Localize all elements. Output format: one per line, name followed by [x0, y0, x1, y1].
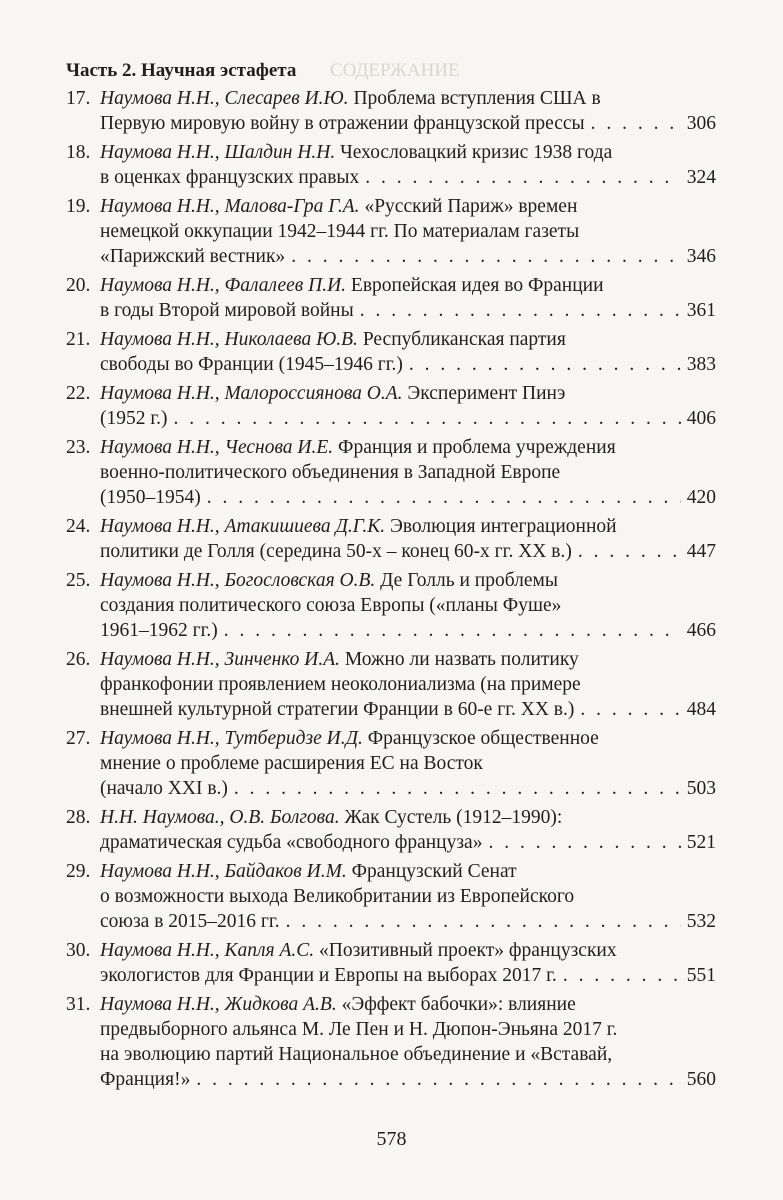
dot-leader: [174, 406, 681, 431]
entry-title-end: «Парижский вестник»: [100, 246, 286, 267]
toc-entry: [66, 381, 716, 431]
dot-leader: [580, 697, 680, 722]
entry-page-number: 521: [686, 832, 716, 853]
toc-entry-first-line: [66, 726, 716, 751]
entry-authors: Наумова Н.Н., Жидкова А.В.: [100, 994, 337, 1015]
dot-leader: [196, 1067, 680, 1092]
entry-title-last-line: [66, 244, 716, 269]
toc-entry-first-line: [66, 86, 716, 111]
dot-leader: [286, 909, 681, 934]
entry-page-number: 346: [686, 246, 716, 267]
toc-entry-first-line: [66, 805, 716, 830]
entry-title-last-line: [66, 909, 716, 934]
entry-title-start: Эксперимент Пинэ: [407, 383, 566, 404]
entry-title-end: экологистов для Франции и Европы на выборах 2017 г.: [100, 965, 557, 986]
toc-entry: [66, 647, 716, 722]
entry-page-number: 324: [686, 167, 716, 188]
entry-title-last-line: [66, 963, 716, 988]
entry-authors: Наумова Н.Н., Чеснова И.Е.: [100, 437, 334, 458]
entry-title-continuation: предвыборного альянса М. Ле Пен и Н. Дюпон-Эньяна 2017 г.: [100, 1019, 618, 1040]
entry-title-start: Франция и проблема учреждения: [338, 437, 616, 458]
entry-page-number: 420: [686, 487, 716, 508]
entry-authors: Наумова Н.Н., Богословская О.В.: [100, 570, 376, 591]
entry-number: 20.: [66, 275, 91, 296]
toc-entry-first-line: [66, 327, 716, 352]
entry-title-start: Жак Сустель (1912–1990):: [344, 807, 563, 828]
entry-number: 22.: [66, 383, 91, 404]
entry-title-last-line: [66, 697, 716, 722]
toc-entry-first-line: [66, 568, 716, 593]
entry-title-end: (1952 г.): [100, 408, 168, 429]
entry-title-end: драматическая судьба «свободного француза»: [100, 832, 483, 853]
dot-leader: [224, 618, 681, 643]
entry-page-number: 406: [686, 408, 716, 429]
toc-entry: [66, 859, 716, 934]
entry-title-start: Можно ли назвать политику: [344, 649, 579, 670]
entry-number: 26.: [66, 649, 91, 670]
toc-entry: [66, 568, 716, 643]
entry-title-end: союза в 2015–2016 гг.: [100, 911, 280, 932]
entry-title-continuation: немецкой оккупации 1942–1944 гг. По материалам газеты: [100, 221, 580, 242]
dot-leader: [360, 298, 681, 323]
entry-authors: Наумова Н.Н., Николаева Ю.В.: [100, 329, 358, 350]
entry-title-end: свободы во Франции (1945–1946 гг.): [100, 354, 403, 375]
toc-entry: [66, 514, 716, 564]
toc-entry-first-line: [66, 381, 716, 406]
entry-title-continuation: мнение о проблеме расширения ЕС на Восток: [100, 753, 483, 774]
entry-authors: Наумова Н.Н., Фалалеев П.И.: [100, 275, 347, 296]
entry-number: 29.: [66, 861, 91, 882]
entry-title-end: Первую мировую войну в отражении французской прессы: [100, 113, 585, 134]
entry-page-number: 532: [686, 911, 716, 932]
entry-title-last-line: [66, 111, 716, 136]
entry-authors: Наумова Н.Н., Капля А.С.: [100, 940, 315, 961]
entry-number: 18.: [66, 142, 91, 163]
entry-number: 31.: [66, 994, 91, 1015]
entry-title-last-line: [66, 298, 716, 323]
entry-number: 24.: [66, 516, 91, 537]
dot-leader: [578, 539, 681, 564]
dot-leader: [207, 485, 681, 510]
toc-entry: [66, 805, 716, 855]
entry-title-start: Чехословацкий кризис 1938 года: [340, 142, 613, 163]
toc-entry-first-line: [66, 140, 716, 165]
entry-title-last-line: [66, 776, 716, 801]
toc-entry-first-line: [66, 435, 716, 460]
entry-number: 17.: [66, 88, 91, 109]
dot-leader: [291, 244, 681, 269]
entry-title-last-line: [66, 485, 716, 510]
entry-title-end: политики де Голля (середина 50-х – конец 60-х гг. XX в.): [100, 541, 572, 562]
dot-leader: [591, 111, 681, 136]
toc-entry-first-line: [66, 273, 716, 298]
entry-number: 28.: [66, 807, 91, 828]
entry-title-last-line: [66, 539, 716, 564]
entry-title-end: в оценках французских правых: [100, 167, 360, 188]
entry-title-start: Де Голль и проблемы: [380, 570, 558, 591]
dot-leader: [234, 776, 681, 801]
entry-title-continuation: о возможности выхода Великобритании из Европейского: [100, 886, 575, 907]
entry-title-end: (1950–1954): [100, 487, 201, 508]
entry-page-number: 484: [686, 699, 716, 720]
entry-title-start: Эволюция интеграционной: [389, 516, 617, 537]
page-number: 578: [376, 1128, 407, 1150]
toc-entry: [66, 992, 716, 1092]
toc-entry-first-line: [66, 194, 716, 219]
entry-authors: Наумова Н.Н., Слесарев И.Ю.: [100, 88, 349, 109]
part-title: Часть 2. Научная эстафета: [66, 60, 297, 81]
entry-title-last-line: [66, 1067, 716, 1092]
entry-authors: Наумова Н.Н., Атакишиева Д.Г.К.: [100, 516, 386, 537]
entry-title-continuation: создания политического союза Европы («планы Фуше»: [100, 595, 562, 616]
entry-number: 25.: [66, 570, 91, 591]
toc-entry-first-line: [66, 859, 716, 884]
entry-number: 30.: [66, 940, 91, 961]
entry-page-number: 560: [686, 1069, 716, 1090]
show-through-heading: СОДЕРЖАНИЕ: [330, 60, 460, 81]
dot-leader: [563, 963, 681, 988]
toc-entries: [66, 86, 716, 1092]
dot-leader: [409, 352, 681, 377]
entry-title-start: Французское общественное: [367, 728, 599, 749]
toc-entry: [66, 938, 716, 988]
toc-entry: [66, 327, 716, 377]
entry-title-end: (начало XXI в.): [100, 778, 228, 799]
entry-authors: Наумова Н.Н., Шалдин Н.Н.: [100, 142, 336, 163]
dot-leader: [488, 830, 680, 855]
entry-page-number: 361: [686, 300, 716, 321]
entry-page-number: 551: [686, 965, 716, 986]
toc-entry: [66, 726, 716, 801]
entry-title-last-line: [66, 830, 716, 855]
toc-entry-first-line: [66, 938, 716, 963]
entry-title-last-line: [66, 352, 716, 377]
entry-page-number: 503: [686, 778, 716, 799]
entry-title-end: Франция!»: [100, 1069, 191, 1090]
entry-title-start: Европейская идея во Франции: [350, 275, 604, 296]
toc-entry-first-line: [66, 992, 716, 1017]
toc-entry-first-line: [66, 647, 716, 672]
entry-title-end: 1961–1962 гг.): [100, 620, 218, 641]
entry-number: 23.: [66, 437, 91, 458]
toc-entry: [66, 273, 716, 323]
entry-number: 19.: [66, 196, 91, 217]
entry-title-last-line: [66, 618, 716, 643]
entry-page-number: 383: [686, 354, 716, 375]
toc-entry: [66, 435, 716, 510]
entry-title-continuation: франкофонии проявлением неоколониализма (на примере: [100, 674, 581, 695]
entry-title-start: Республиканская партия: [362, 329, 566, 350]
table-of-contents: [66, 58, 716, 1096]
entry-title-start: Французский Сенат: [351, 861, 517, 882]
entry-number: 21.: [66, 329, 91, 350]
entry-authors: Наумова Н.Н., Тутберидзе И.Д.: [100, 728, 363, 749]
entry-title-start: «Позитивный проект» французских: [319, 940, 617, 961]
entry-title-last-line: [66, 406, 716, 431]
entry-authors: Наумова Н.Н., Байдаков И.М.: [100, 861, 347, 882]
toc-entry-first-line: [66, 514, 716, 539]
entry-title-start: Проблема вступления США в: [353, 88, 601, 109]
entry-page-number: 466: [686, 620, 716, 641]
dot-leader: [365, 165, 680, 190]
entry-number: 27.: [66, 728, 91, 749]
entry-authors: Н.Н. Наумова., О.В. Болгова.: [100, 807, 340, 828]
entry-title-end: внешней культурной стратегии Франции в 60-е гг. XX в.): [100, 699, 575, 720]
entry-authors: Наумова Н.Н., Малова-Гра Г.А.: [100, 196, 360, 217]
entry-title-continuation: на эволюцию партий Национальное объединение и «Вставай,: [100, 1044, 613, 1065]
entry-title-last-line: [66, 165, 716, 190]
toc-entry: [66, 140, 716, 190]
entry-authors: Наумова Н.Н., Малороссиянова О.А.: [100, 383, 403, 404]
entry-authors: Наумова Н.Н., Зинченко И.А.: [100, 649, 341, 670]
entry-title-end: в годы Второй мировой войны: [100, 300, 354, 321]
entry-page-number: 306: [686, 113, 716, 134]
entry-title-continuation: военно-политического объединения в Западной Европе: [100, 462, 561, 483]
entry-title-start: «Русский Париж» времен: [364, 196, 578, 217]
toc-entry: [66, 86, 716, 136]
entry-title-start: «Эффект бабочки»: влияние: [341, 994, 576, 1015]
toc-entry: [66, 194, 716, 269]
entry-page-number: 447: [686, 541, 716, 562]
